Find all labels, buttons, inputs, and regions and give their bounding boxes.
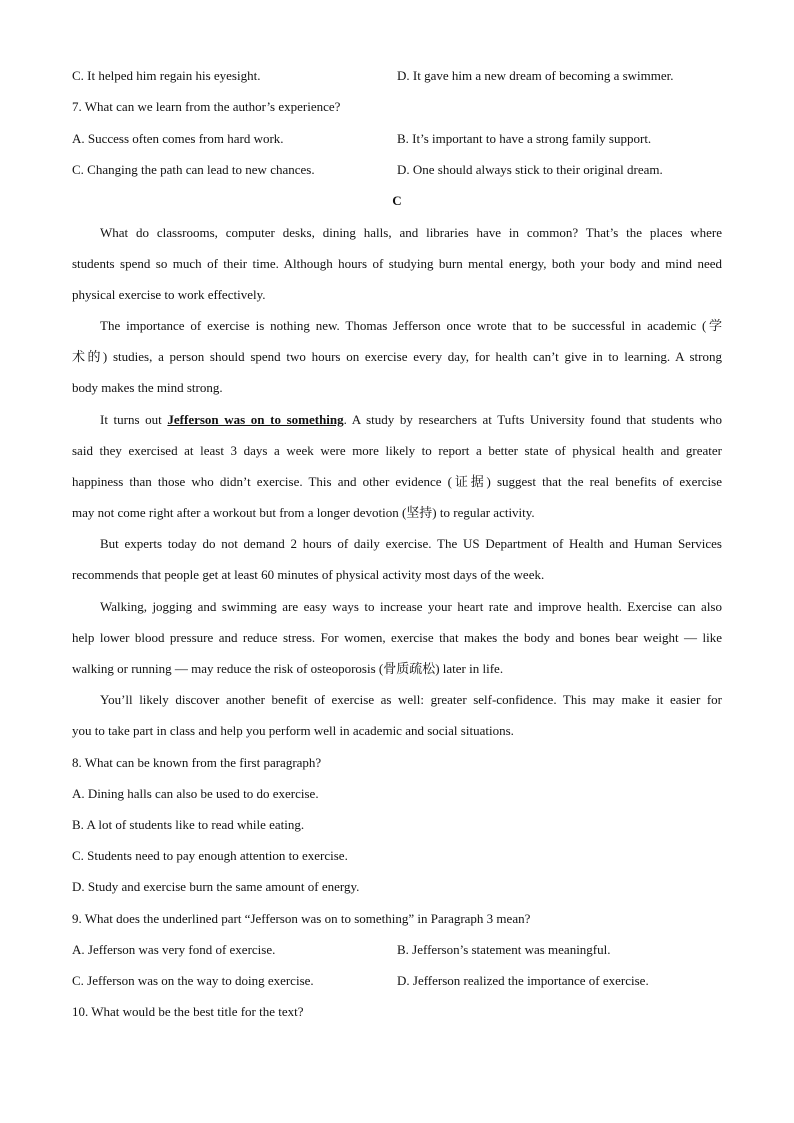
- q7-question: 7. What can we learn from the author’s experience?: [72, 99, 341, 114]
- passage-p3-line-1: [100, 411, 722, 429]
- passage-p6-line-1: You’ll likely discover another benefit of exercise as well: greater self-confidence. This may make it easier for: [100, 692, 722, 707]
- q8-option-c: C. Students need to pay enough attention to exercise.: [72, 848, 348, 863]
- q6-option-c: C. It helped him regain his eyesight.: [72, 68, 261, 83]
- passage-p1-line-1: What do classrooms, computer desks, dining halls, and libraries have in common? That’s the places where: [100, 225, 722, 240]
- q9-question: 9. What does the underlined part “Jefferson was on to something” in Paragraph 3 mean?: [72, 911, 531, 926]
- q8-question: 8. What can be known from the first paragraph?: [72, 755, 322, 770]
- passage-p5-line-3: walking or running — may reduce the risk of osteoporosis (骨质疏松) later in life.: [72, 661, 504, 676]
- q6-option-d: D. It gave him a new dream of becoming a swimmer.: [397, 68, 674, 83]
- passage-p4-line-2: recommends that people get at least 60 minutes of physical activity most days of the week.: [72, 567, 545, 582]
- underlined-phrase: Jefferson was on to something: [167, 412, 344, 427]
- passage-p3-line-3: happiness than those who didn’t exercise. This and other evidence (证据) suggest that the real benefits of exercise: [72, 474, 722, 489]
- passage-p3-line-2: said they exercised at least 3 days a week were more likely to report a better state of physical health and greater: [72, 443, 722, 458]
- passage-p5-line-1: Walking, jogging and swimming are easy ways to increase your heart rate and improve health. Exercise can also: [100, 599, 722, 614]
- passage-p1-line-3: physical exercise to work effectively.: [72, 287, 266, 302]
- passage-p3-rest-text: . A study by researchers at Tufts University found that students who: [343, 412, 723, 427]
- passage-p2-line-3: body makes the mind strong.: [72, 380, 223, 395]
- q9-option-b: B. Jefferson’s statement was meaningful.: [397, 942, 611, 957]
- q7-option-c: C. Changing the path can lead to new chances.: [72, 162, 315, 177]
- section-heading: C: [392, 193, 402, 208]
- passage-p3-lead-text: It turns out: [100, 412, 168, 427]
- q9-option-a: A. Jefferson was very fond of exercise.: [72, 942, 276, 957]
- passage-p2-line-1: The importance of exercise is nothing new. Thomas Jefferson once wrote that to be successful in academic (学: [100, 318, 722, 333]
- passage-p4-line-1: But experts today do not demand 2 hours of daily exercise. The US Department of Health and Human Services: [100, 536, 722, 551]
- q7-option-a: A. Success often comes from hard work.: [72, 131, 284, 146]
- passage-p1-line-2: students spend so much of their time. Although hours of studying burn mental energy, both your body and mind need: [72, 256, 722, 271]
- q7-option-d: D. One should always stick to their original dream.: [397, 162, 663, 177]
- q8-option-d: D. Study and exercise burn the same amount of energy.: [72, 879, 360, 894]
- passage-p5-line-2: help lower blood pressure and reduce stress. For women, exercise that makes the body and bones bear weight — like: [72, 630, 722, 645]
- q7-option-b: B. It’s important to have a strong family support.: [397, 131, 652, 146]
- q9-option-d: D. Jefferson realized the importance of exercise.: [397, 973, 649, 988]
- q8-option-b: B. A lot of students like to read while eating.: [72, 817, 305, 832]
- passage-p3-line-4: may not come right after a workout but from a longer devotion (坚持) to regular activity.: [72, 505, 535, 520]
- q10-question: 10. What would be the best title for the text?: [72, 1004, 304, 1019]
- passage-p6-line-2: you to take part in class and help you perform well in academic and social situations.: [72, 723, 514, 738]
- passage-p2-line-2: 术的) studies, a person should spend two hours on exercise every day, for health can’t give in to learning. A strong: [72, 349, 722, 364]
- q8-option-a: A. Dining halls can also be used to do exercise.: [72, 786, 319, 801]
- q9-option-c: C. Jefferson was on the way to doing exercise.: [72, 973, 314, 988]
